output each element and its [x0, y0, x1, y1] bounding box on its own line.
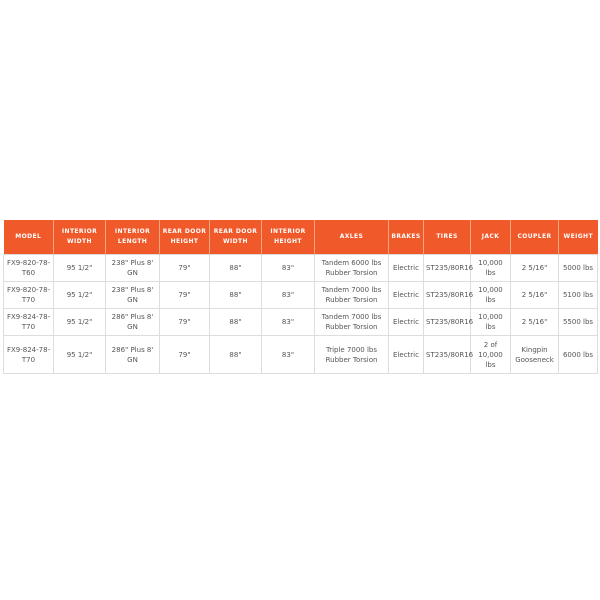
table-row	[4, 336, 598, 374]
cell-weight: 5100 lbs	[559, 282, 598, 309]
cell-rear-door-height: 79"	[160, 282, 210, 309]
cell-interior-width: 95 1/2"	[54, 282, 106, 309]
cell-coupler: 2 5/16"	[511, 309, 559, 336]
table-row	[4, 255, 598, 282]
cell-coupler: 2 5/16"	[511, 255, 559, 282]
header-interior-height: INTERIOR HEIGHT	[262, 220, 315, 255]
cell-brakes: Electric	[389, 309, 424, 336]
table-row	[4, 282, 598, 309]
cell-brakes: Electric	[389, 336, 424, 374]
cell-tires: ST235/80R16	[424, 309, 471, 336]
cell-jack: 2 of 10,000 lbs	[471, 336, 511, 374]
specs-table-container	[3, 220, 597, 374]
cell-tires: ST235/80R16	[424, 255, 471, 282]
cell-axles: Tandem 6000 lbs Rubber Torsion	[315, 255, 389, 282]
cell-weight: 5500 lbs	[559, 309, 598, 336]
cell-interior-height: 83"	[262, 309, 315, 336]
cell-rear-door-height: 79"	[160, 309, 210, 336]
cell-brakes: Electric	[389, 255, 424, 282]
header-tires: TIRES	[424, 220, 471, 255]
cell-interior-width: 95 1/2"	[54, 255, 106, 282]
trailer-specs-table	[3, 220, 598, 374]
cell-jack: 10,000 lbs	[471, 282, 511, 309]
table-row	[4, 309, 598, 336]
cell-axles: Tandem 7000 lbs Rubber Torsion	[315, 309, 389, 336]
header-coupler: COUPLER	[511, 220, 559, 255]
header-model: MODEL	[4, 220, 54, 255]
cell-interior-length: 238" Plus 8' GN	[106, 255, 160, 282]
cell-model: FX9-824-78-T70	[4, 336, 54, 374]
cell-interior-width: 95 1/2"	[54, 309, 106, 336]
header-axles: AXLES	[315, 220, 389, 255]
header-jack: JACK	[471, 220, 511, 255]
cell-rear-door-height: 79"	[160, 336, 210, 374]
header-row	[4, 220, 598, 255]
cell-rear-door-width: 88"	[210, 282, 262, 309]
cell-model: FX9-820-78-T60	[4, 255, 54, 282]
cell-jack: 10,000 lbs	[471, 255, 511, 282]
cell-model: FX9-824-78-T70	[4, 309, 54, 336]
header-rear-door-width: REAR DOOR WIDTH	[210, 220, 262, 255]
cell-coupler: 2 5/16"	[511, 282, 559, 309]
cell-weight: 6000 lbs	[559, 336, 598, 374]
cell-axles: Triple 7000 lbs Rubber Torsion	[315, 336, 389, 374]
cell-rear-door-width: 88"	[210, 336, 262, 374]
cell-rear-door-height: 79"	[160, 255, 210, 282]
header-rear-door-height: REAR DOOR HEIGHT	[160, 220, 210, 255]
cell-jack: 10,000 lbs	[471, 309, 511, 336]
header-weight: WEIGHT	[559, 220, 598, 255]
cell-model: FX9-820-78-T70	[4, 282, 54, 309]
header-interior-width: INTERIOR WIDTH	[54, 220, 106, 255]
cell-interior-length: 238" Plus 8' GN	[106, 282, 160, 309]
cell-rear-door-width: 88"	[210, 309, 262, 336]
cell-tires: ST235/80R16	[424, 282, 471, 309]
cell-interior-height: 83"	[262, 282, 315, 309]
cell-weight: 5000 lbs	[559, 255, 598, 282]
cell-brakes: Electric	[389, 282, 424, 309]
cell-coupler: Kingpin Gooseneck	[511, 336, 559, 374]
cell-interior-height: 83"	[262, 336, 315, 374]
cell-interior-width: 95 1/2"	[54, 336, 106, 374]
header-brakes: BRAKES	[389, 220, 424, 255]
cell-tires: ST235/80R16	[424, 336, 471, 374]
cell-interior-length: 286" Plus 8' GN	[106, 309, 160, 336]
cell-interior-height: 83"	[262, 255, 315, 282]
cell-rear-door-width: 88"	[210, 255, 262, 282]
header-interior-length: INTERIOR LENGTH	[106, 220, 160, 255]
cell-axles: Tandem 7000 lbs Rubber Torsion	[315, 282, 389, 309]
cell-interior-length: 286" Plus 8' GN	[106, 336, 160, 374]
